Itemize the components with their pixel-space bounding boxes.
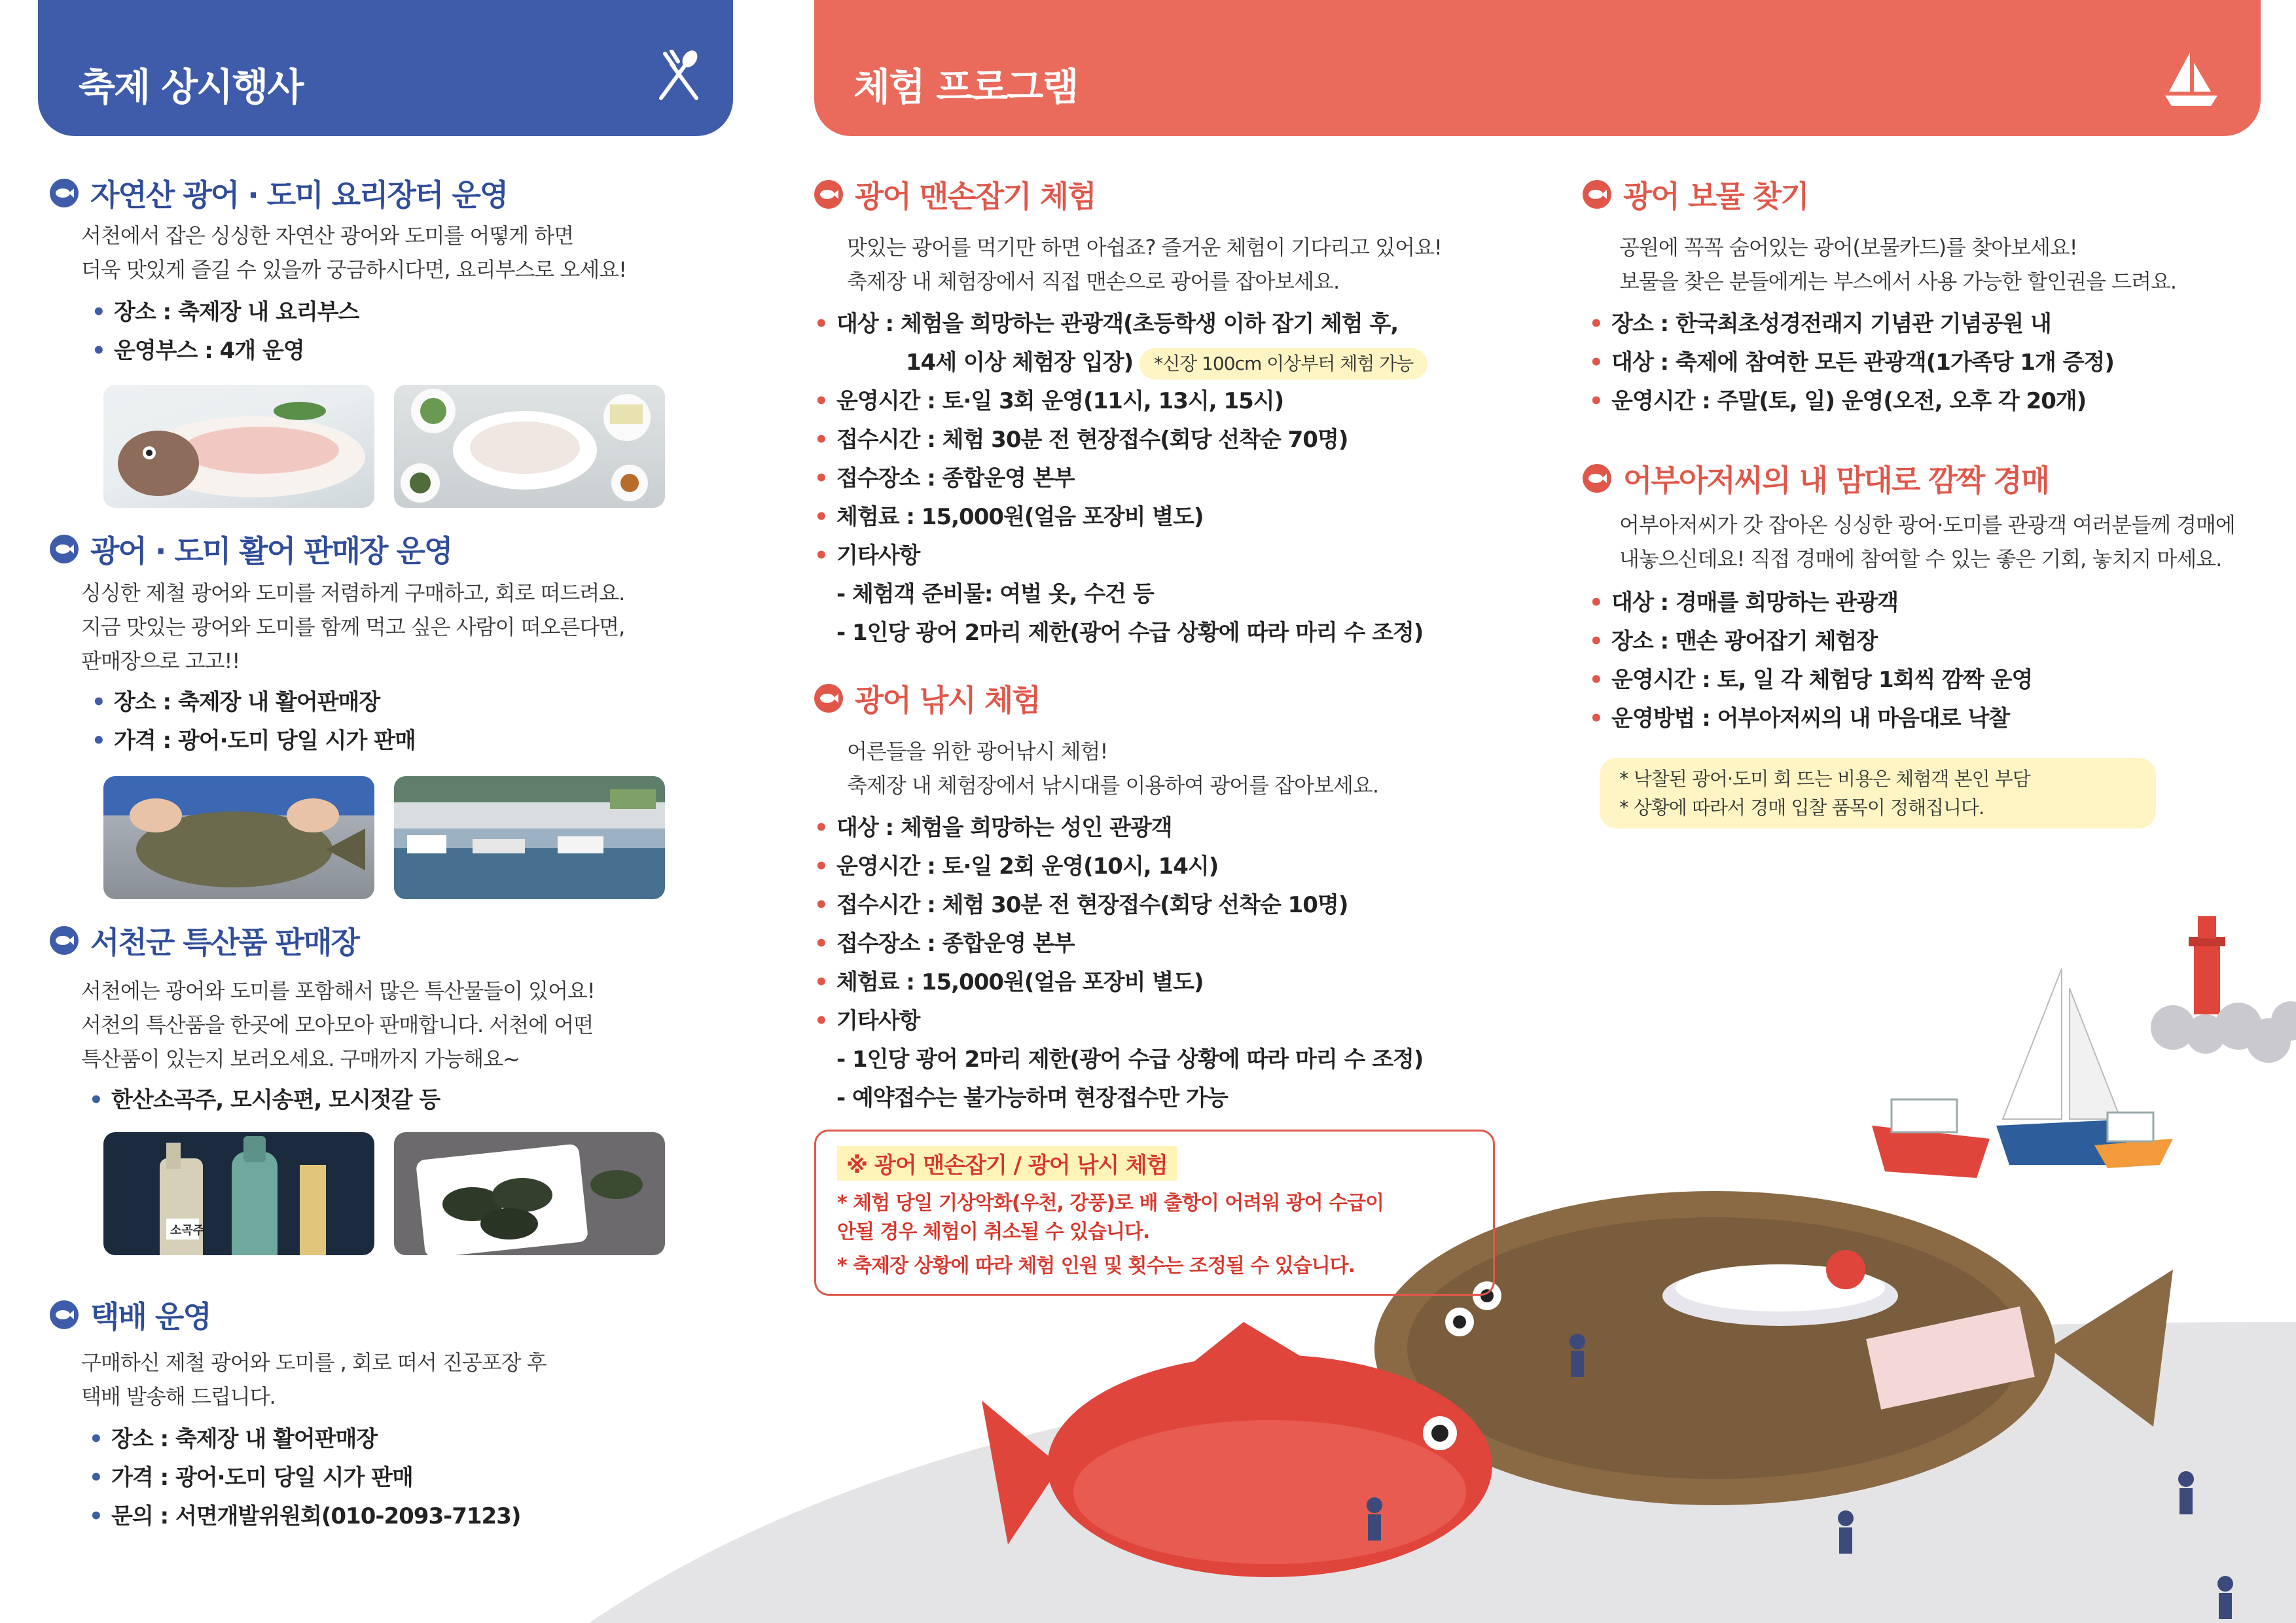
desc-line: 지금 맛있는 광어와 도미를 함께 먹고 싶은 사람이 떠오른다면, bbox=[81, 615, 625, 639]
fish-badge-icon bbox=[50, 1300, 79, 1329]
info-list bbox=[1589, 584, 2032, 738]
list-item: • 대상 : 경매를 희망하는 관광객 bbox=[1589, 584, 2032, 622]
fish-badge-icon bbox=[814, 180, 843, 209]
sub-list-item: - 1인당 광어 2마리 제한(광어 수급 상황에 따라 마리 수 조정) bbox=[836, 1046, 1424, 1073]
weather-warning-box bbox=[814, 1130, 1495, 1296]
desc-line: 구매하신 제철 광어와 도미를 , 회로 떠서 진공포장 후 bbox=[81, 1350, 547, 1375]
right-panel-title: 체험 프로그램 bbox=[853, 65, 1078, 109]
desc-line: 더욱 맛있게 즐길 수 있을까 궁금하시다면, 요리부스로 오세요! bbox=[81, 257, 627, 282]
list-item: • 장소 : 축제장 내 활어판매장 bbox=[92, 683, 416, 722]
desc-line: 택배 발송해 드립니다. bbox=[81, 1384, 276, 1409]
desc-line: 특산품이 있는지 보러오세요. 구매까지 가능해요~ bbox=[81, 1046, 520, 1071]
list-item: • 장소 : 맨손 광어잡기 체험장 bbox=[1589, 622, 2032, 661]
list-item: • 운영시간 : 토·일 3회 운영(11시, 13시, 15시) bbox=[814, 382, 1427, 421]
section-title-specialty-market bbox=[50, 919, 359, 962]
section-title-text: 어부아저씨의 내 맘대로 깜짝 경매 bbox=[1623, 463, 2049, 498]
section-desc bbox=[81, 576, 624, 678]
desc-line: 보물을 찾은 분들에게는 부스에서 사용 가능한 할인권을 드려요. bbox=[1619, 269, 2177, 294]
list-item: • 장소 : 축제장 내 요리부스 bbox=[92, 293, 359, 332]
info-list bbox=[89, 1081, 440, 1120]
desc-line: 맛있는 광어를 먹기만 하면 아쉽죠? 즐거운 체험이 기다리고 있어요! bbox=[847, 235, 1442, 260]
section-title-delivery bbox=[50, 1293, 211, 1336]
list-item: • 접수시간 : 체험 30분 전 현장접수(회당 선착순 70명) bbox=[814, 421, 1427, 459]
warning-line: * 축제장 상황에 따라 체험 인원 및 횟수는 조정될 수 있습니다. bbox=[837, 1255, 1355, 1277]
warning-title: ※ 광어 맨손잡기 / 광어 낚시 체험 bbox=[837, 1146, 1177, 1181]
sogokju-bottles-photo bbox=[103, 1132, 374, 1255]
section-desc bbox=[1619, 230, 2176, 298]
list-item: • 대상 : 체험을 희망하는 관광객(초등학생 이하 잡기 체험 후, bbox=[814, 305, 1427, 344]
desc-line: 어른들을 위한 광어낚시 체험! bbox=[847, 739, 1108, 764]
warning-line: * 체험 당일 기상악화(우천, 강풍)로 배 출항이 어려워 광어 수급이 bbox=[837, 1192, 1384, 1215]
section-title-cooking-market bbox=[50, 171, 507, 215]
list-item: • 장소 : 축제장 내 활어판매장 bbox=[89, 1420, 520, 1459]
left-panel-header bbox=[38, 0, 733, 136]
info-list bbox=[1589, 305, 2114, 421]
list-item: • 접수장소 : 종합운영 본부 bbox=[814, 459, 1427, 498]
sashimi-table-photo bbox=[394, 385, 665, 508]
section-desc bbox=[847, 230, 1442, 298]
list-item: • 가격 : 광어·도미 당일 시가 판매 bbox=[92, 722, 416, 760]
info-list bbox=[89, 1420, 520, 1536]
height-note: *신장 100cm 이상부터 체험 가능 bbox=[1139, 348, 1427, 380]
list-item: • 대상 : 축제에 참여한 모든 관광객(1가족당 1개 증정) bbox=[1589, 344, 2114, 382]
breakwater-icon bbox=[2151, 1001, 2296, 1063]
fish-badge-icon bbox=[50, 535, 79, 563]
list-item-continued bbox=[814, 344, 1427, 382]
list-item: • 운영시간 : 주말(토, 일) 운영(오전, 오후 각 20개) bbox=[1589, 382, 2114, 421]
section-desc bbox=[1619, 508, 2235, 576]
right-panel-header bbox=[814, 0, 2261, 136]
info-list bbox=[814, 305, 1427, 652]
section-desc bbox=[81, 219, 626, 287]
boat-icon bbox=[1872, 1099, 1990, 1178]
section-title-hand-catch bbox=[814, 173, 1096, 216]
desc-line: 내놓으신데요! 직접 경매에 참여할 수 있는 좋은 기회, 놓치지 마세요. bbox=[1619, 546, 2222, 571]
section-title-auction bbox=[1583, 457, 2049, 500]
section-title-text: 자연산 광어 · 도미 요리장터 운영 bbox=[90, 177, 508, 213]
list-item: • 운영시간 : 토, 일 각 체험당 1회씩 깜짝 운영 bbox=[1589, 661, 2032, 700]
desc-line: 축제장 내 체험장에서 직접 맨손으로 광어를 잡아보세요. bbox=[847, 269, 1340, 294]
section-title-text: 서천군 특산품 판매장 bbox=[90, 925, 359, 960]
desc-line: 서천의 특산품을 한곳에 모아모아 판매합니다. 서천에 어떤 bbox=[81, 1012, 594, 1037]
sub-list-item: - 예약접수는 불가능하며 현장접수만 가능 bbox=[836, 1085, 1228, 1111]
list-item: • 체험료 : 15,000원(얼음 포장비 별도) bbox=[814, 963, 1423, 1002]
section-desc bbox=[81, 974, 595, 1076]
section-title-text: 광어 낚시 체험 bbox=[855, 683, 1040, 718]
desc-line: 싱싱한 제철 광어와 도미를 저렴하게 구매하고, 회로 떠드려요. bbox=[81, 580, 625, 605]
info-list bbox=[92, 683, 416, 760]
auction-note-box bbox=[1600, 758, 2156, 829]
sub-list-item: - 1인당 광어 2마리 제한(광어 수급 상황에 따라 마리 수 조정) bbox=[836, 620, 1424, 646]
desc-line: 서천에서 잡은 싱싱한 자연산 광어와 도미를 어떻게 하면 bbox=[81, 223, 574, 248]
section-title-treasure-hunt bbox=[1583, 173, 1808, 216]
info-list bbox=[92, 293, 359, 370]
section-title-text: 광어 · 도미 활어 판매장 운영 bbox=[90, 533, 452, 569]
section-title-text: 택배 운영 bbox=[90, 1299, 211, 1334]
desc-line: 공원에 꼭꼭 숨어있는 광어(보물카드)를 찾아보세요! bbox=[1619, 235, 2077, 260]
fish-badge-icon bbox=[814, 684, 843, 713]
list-item: • 기타사항 bbox=[814, 537, 1427, 575]
section-title-live-fish-market bbox=[50, 527, 452, 571]
list-item: • 기타사항 bbox=[814, 1002, 1423, 1041]
fish-badge-icon bbox=[1583, 464, 1611, 493]
desc-line: 축제장 내 체험장에서 낚시대를 이용하여 광어를 잡아보세요. bbox=[847, 773, 1379, 798]
flounder-photo bbox=[103, 776, 374, 899]
fish-badge-icon bbox=[1583, 180, 1611, 209]
list-item: • 운영방법 : 어부아저씨의 내 마음대로 낙찰 bbox=[1589, 700, 2032, 738]
fish-badge-icon bbox=[50, 179, 79, 207]
desc-line: 판매장으로 고고!! bbox=[81, 649, 240, 673]
sashimi-photo bbox=[103, 385, 374, 508]
list-item: • 장소 : 한국최초성경전래지 기념관 기념공원 내 bbox=[1589, 305, 2114, 344]
desc-line: 어부아저씨가 갓 잡아온 싱싱한 광어·도미를 관광객 여러분들께 경매에 bbox=[1619, 512, 2235, 537]
sailboat-icon bbox=[2164, 50, 2219, 107]
lighthouse-icon bbox=[2189, 916, 2225, 1014]
list-item: • 문의 : 서면개발위원회(010-2093-7123) bbox=[89, 1497, 520, 1536]
section-desc bbox=[847, 734, 1378, 802]
sub-list-item: - 체험객 준비물: 여벌 옷, 수건 등 bbox=[836, 581, 1154, 607]
note-line: * 상황에 따라서 경매 입찰 품목이 정해집니다. bbox=[1619, 796, 1984, 819]
info-list bbox=[814, 809, 1423, 1118]
desc-line: 서천에는 광어와 도미를 포함해서 많은 특산물들이 있어요! bbox=[81, 978, 595, 1003]
list-item: • 접수장소 : 종합운영 본부 bbox=[814, 925, 1423, 963]
list-item: • 한산소곡주, 모시송편, 모시젓갈 등 bbox=[89, 1081, 440, 1120]
list-item: • 가격 : 광어·도미 당일 시가 판매 bbox=[89, 1459, 520, 1497]
list-item: • 운영부스 : 4개 운영 bbox=[92, 332, 359, 370]
list-item: • 대상 : 체험을 희망하는 성인 관광객 bbox=[814, 809, 1423, 847]
section-title-text: 광어 맨손잡기 체험 bbox=[855, 179, 1096, 214]
left-panel-title: 축제 상시행사 bbox=[79, 65, 303, 109]
list-item: • 접수시간 : 체험 30분 전 현장접수(회당 선착순 10명) bbox=[814, 886, 1423, 925]
section-title-fishing bbox=[814, 677, 1040, 720]
fish-badge-icon bbox=[50, 926, 79, 955]
list-item: • 체험료 : 15,000원(얼음 포장비 별도) bbox=[814, 498, 1427, 537]
section-title-text: 광어 보물 찾기 bbox=[1623, 179, 1808, 214]
fork-spoon-icon bbox=[656, 50, 702, 102]
list-item: • 운영시간 : 토·일 2회 운영(10시, 14시) bbox=[814, 847, 1423, 886]
harbor-photo bbox=[394, 776, 665, 899]
list-item-text: 14세 이상 체험장 입장) bbox=[906, 349, 1134, 376]
section-desc bbox=[81, 1346, 547, 1414]
bottle-label: 소곡주 bbox=[170, 1224, 205, 1238]
note-line: * 낙찰된 광어·도미 회 뜨는 비용은 체험객 본인 부담 bbox=[1619, 768, 2030, 790]
warning-line: 안될 경우 체험이 취소될 수 있습니다. bbox=[837, 1221, 1150, 1243]
